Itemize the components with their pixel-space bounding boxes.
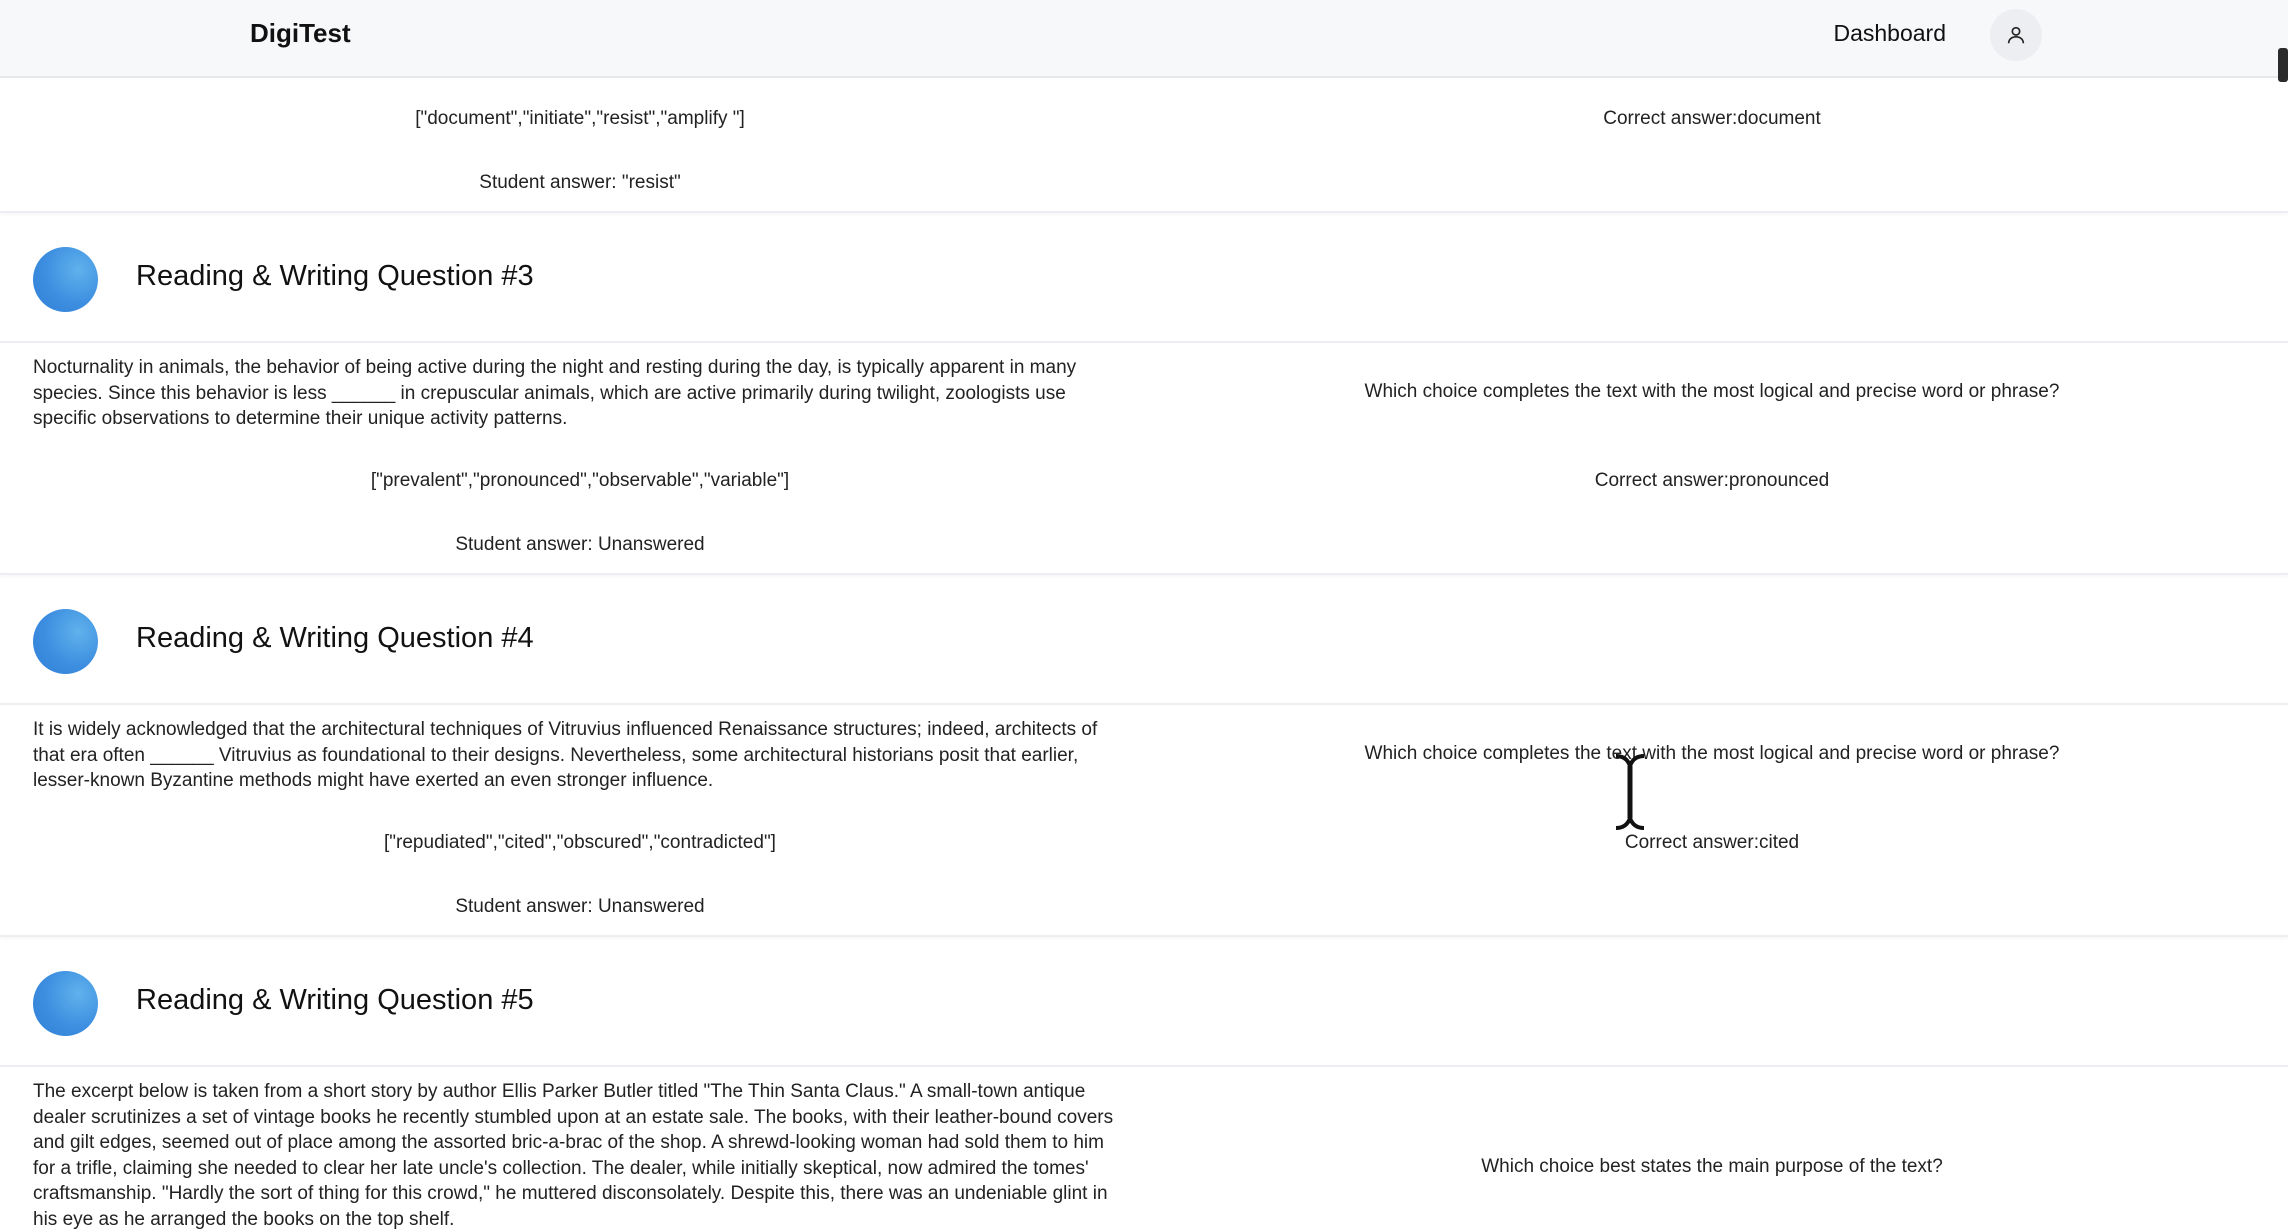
question-status-dot <box>33 971 98 1036</box>
correct-answer: Correct answer:cited <box>1624 832 1800 853</box>
brand-logo[interactable]: DigiTest <box>250 18 351 48</box>
answer-choices: ["document","initiate","resist","amplify "] <box>415 108 745 129</box>
question-prompt: Which choice completes the text with the most logical and precise word or phrase? <box>1364 381 2060 402</box>
prev-question-answers <box>0 78 2288 213</box>
question-passage: Nocturnality in animals, the behavior of being active during the night and resting during the day, is typically apparent in many species. Since this behavior is less ______ in crepuscular animals, which are active primarily during twilight, zoologists use specific observations to determine their unique activity patterns. <box>33 357 1077 429</box>
student-answer: Student answer: Unanswered <box>455 896 705 917</box>
answer-choices: ["repudiated","cited","obscured","contradicted"] <box>384 832 776 853</box>
top-navbar <box>0 0 2288 78</box>
question-header <box>0 937 2288 1067</box>
question-title: Reading & Writing Question #3 <box>136 260 534 292</box>
user-icon <box>2005 24 2027 46</box>
question-prompt: Which choice best states the main purpose of the text? <box>1481 1156 1943 1177</box>
question-header <box>0 213 2288 343</box>
question-passage: It is widely acknowledged that the architectural techniques of Vitruvius influenced Renaissance structures; indeed, architects of that era often ______ Vitruvius as foundational to their designs. Nevertheless, some architectural historians posit that earlier, lesser-known Byzantine methods might have exerted an even stronger influence. <box>33 719 1098 791</box>
user-menu-button[interactable] <box>1990 9 2042 61</box>
question-status-dot <box>33 609 98 674</box>
student-answer: Student answer: Unanswered <box>455 534 705 555</box>
question-status-dot <box>33 247 98 312</box>
question-title: Reading & Writing Question #4 <box>136 622 534 654</box>
answer-choices: ["prevalent","pronounced","observable","variable"] <box>370 470 790 491</box>
correct-answer: Correct answer:pronounced <box>1594 470 1830 491</box>
question-header <box>0 575 2288 705</box>
dashboard-link[interactable]: Dashboard <box>1833 20 1946 46</box>
scrollbar-thumb[interactable] <box>2278 48 2288 82</box>
text-cursor-icon <box>1612 752 1648 837</box>
question-prompt: Which choice completes the text with the most logical and precise word or phrase? <box>1364 743 2060 764</box>
correct-answer: Correct answer:document <box>1603 108 1821 129</box>
student-answer: Student answer: "resist" <box>479 172 681 193</box>
question-body <box>0 343 2288 575</box>
question-passage: The excerpt below is taken from a short story by author Ellis Parker Butler titled "The Thin Santa Claus." A small-town antique dealer scrutinizes a set of vintage books he recently stumbled upon at an estate sale. The books, with their leather-bound covers and gilt edges, seemed out of place among the assorted bric-a-brac of the shop. A shrewd-looking woman had sold them to him for a trifle, claiming she needed to clear her late uncle's collection. The dealer, while initially skeptical, now admired the tomes' craftsmanship. "Hardly the sort of thing for this crowd," he muttered disconsolately. Despite this, there was an undeniable glint in his eye as he arranged the books on the top shelf. <box>33 1081 1114 1230</box>
question-body <box>0 1067 2288 1230</box>
question-title: Reading & Writing Question #5 <box>136 984 534 1016</box>
question-body <box>0 705 2288 937</box>
